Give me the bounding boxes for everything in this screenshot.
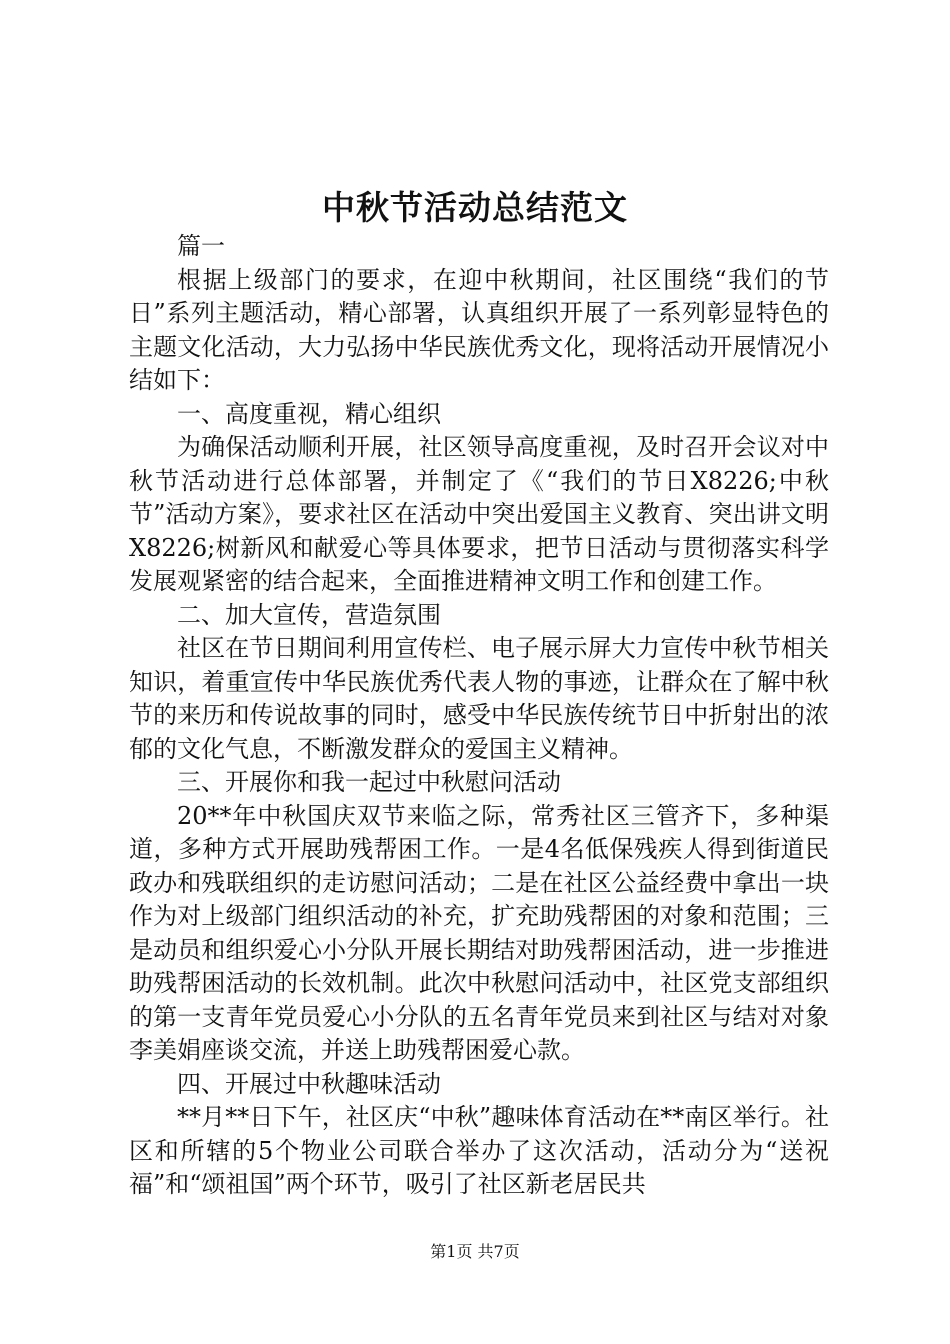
section-label: 篇一 [177,232,225,260]
paragraph: 社区在节日期间利用宣传栏、电子展示屏大力宣传中秋节相关知识，着重宣传中华民族优秀代表人物的事迹，让群众在了解中秋节的来历和传说故事的同时，感受中华民族传统节日中折射出的浓郁的文化气息，不断激发群众的爱国主义精神。 [129,634,829,763]
page-footer: 第1页 共7页 [430,1242,520,1261]
paragraph: 根据上级部门的要求，在迎中秋期间，社区围绕“我们的节日”系列主题活动，精心部署，认真组织开展了一系列彰显特色的主题文化活动，大力弘扬中华民族优秀文化，现将活动开展情况小结如下： [129,265,829,394]
section-heading: 一、高度重视，精心组织 [177,399,441,428]
paragraph: 20**年中秋国庆双节来临之际，常秀社区三管齐下，多种渠道，多种方式开展助残帮困工作。一是4名低保残疾人得到街道民政办和残联组织的走访慰问活动；二是在社区公益经费中拿出一块作为对上级部门组织活动的补充，扩充助残帮困的对象和范围；三是动员和组织爱心小分队开展长期结对助残帮困活动，进一步推进助残帮困活动的长效机制。此次中秋慰问活动中，社区党支部组织的第一支青年党员爱心小分队的五名青年党员来到社区与结对对象李美娟座谈交流，并送上助残帮困爱心款。 [129,801,829,1064]
document-body [129,230,829,1202]
paragraph: **月**日下午，社区庆“中秋”趣味体育活动在**南区举行。社区和所辖的5个物业公司联合举办了这次活动，活动分为“送祝福”和“颂祖国”两个环节，吸引了社区新老居民共 [129,1103,829,1198]
section-heading: 四、开展过中秋趣味活动 [177,1069,441,1098]
document-title: 中秋节活动总结范文 [322,188,628,227]
paragraph: 为确保活动顺利开展，社区领导高度重视，及时召开会议对中秋节活动进行总体部署，并制定了《“我们的节日X8226;中秋节”活动方案》，要求社区在活动中突出爱国主义教育、突出讲文明X8226;树新风和献爱心等具体要求，把节日活动与贯彻落实科学发展观紧密的结合起来，全面推进精神文明工作和创建工作。 [129,433,829,595]
section-heading: 二、加大宣传，营造氛围 [177,600,441,629]
section-heading: 三、开展你和我一起过中秋慰问活动 [177,768,561,796]
